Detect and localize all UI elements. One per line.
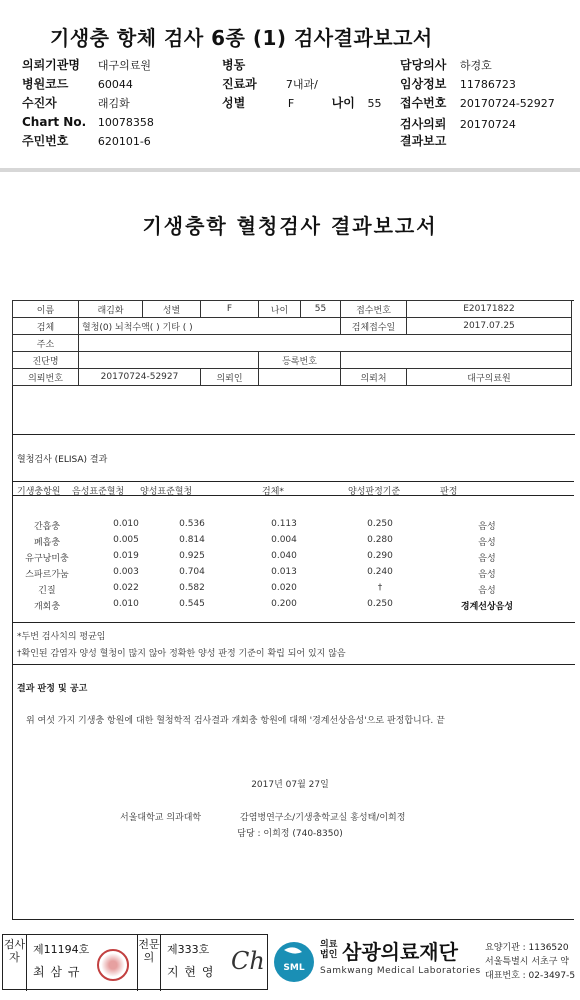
info-recv-date-value: 2017.07.25 — [407, 318, 572, 335]
patient-field — [22, 94, 130, 111]
conclusion-text: 위 여섯 가지 기생충 항원에 대한 혈청학적 검사결과 개회충 항원에 대해 '경계선상음성'으로 판정합니다. 끝 — [26, 716, 445, 726]
pos-standard-cell: 0.814 — [179, 535, 205, 545]
antigen-cell: 유구낭미충 — [25, 554, 69, 564]
cutoff-cell: 0.280 — [367, 535, 393, 545]
chart-value: 10078358 — [97, 116, 154, 129]
section-divider — [0, 168, 580, 172]
conclusion-heading: 결과 판정 및 공고 — [17, 684, 88, 694]
report-lab: 감염병연구소/기생충학교실 홍성태/이희정 — [240, 813, 406, 823]
info-specimen-value: 혈청(0) 뇌척수액( ) 기타 ( ) — [79, 318, 341, 335]
reviewer-license: 제333호 — [167, 943, 210, 956]
signature-box — [2, 934, 268, 990]
cutoff-cell: 0.290 — [367, 551, 393, 561]
doctor-value: 하경호 — [459, 59, 492, 72]
info-address-label: 주소 — [13, 335, 79, 352]
info-age-label: 나이 — [259, 301, 301, 318]
report-contact: 담당 : 이희정 (740-8350) — [237, 829, 343, 839]
receipt-value: 20170724-52927 — [459, 97, 555, 110]
patient-label: 수진자 — [22, 96, 57, 110]
col-antigen: 기생충항원 — [17, 487, 61, 497]
hospital-code-field — [22, 75, 133, 92]
antigen-cell: 폐흡충 — [33, 538, 61, 548]
info-recv-date-label: 검체접수일 — [341, 318, 407, 335]
info-reg-no-label: 등록번호 — [259, 352, 341, 369]
specimen-cell: 0.113 — [271, 519, 297, 529]
reviewer-label: 전문의 — [137, 935, 161, 991]
pos-standard-cell: 0.925 — [179, 551, 205, 561]
table-row — [12, 597, 574, 613]
req-date-label: 검사의뢰 — [400, 117, 447, 131]
brand-info-code: 요양기관 : 1136520 — [485, 943, 569, 953]
ssn-field — [22, 132, 151, 149]
antigen-cell: 스파르가눔 — [25, 570, 69, 580]
notes-section-border — [13, 622, 575, 623]
results-table-header — [12, 481, 574, 496]
col-pos-standard: 양성표준혈청 — [140, 487, 193, 497]
clinical-value: 11786723 — [459, 78, 516, 91]
table-row — [12, 517, 574, 533]
institution-label: 의뢰기관명 — [22, 58, 80, 72]
clinical-label: 임상정보 — [400, 77, 447, 91]
info-requester-label: 의뢰인 — [201, 369, 259, 386]
brand-info-phone: 대표번호 : 02-3497-5 — [485, 971, 576, 981]
report-label: 결과보고 — [400, 134, 447, 148]
req-date-value: 20170724 — [459, 118, 516, 131]
info-requester-value — [259, 369, 341, 386]
note-cutoff: †확인된 감염자 양성 혈청이 많지 않아 정확한 양성 판정 기준이 확립 되어 있지 않음 — [17, 649, 346, 659]
receipt-field — [400, 94, 555, 111]
brand-name: 삼광의료재단 — [342, 940, 458, 964]
receipt-label: 접수번호 — [400, 96, 447, 110]
patient-info-table — [12, 300, 572, 386]
ssn-value: 620101-6 — [97, 135, 151, 148]
col-specimen: 검체* — [262, 487, 284, 497]
pos-standard-cell: 0.704 — [179, 567, 205, 577]
specimen-cell: 0.040 — [271, 551, 297, 561]
hospital-code-label: 병원코드 — [22, 77, 69, 91]
table-row — [12, 565, 574, 581]
ward-label: 병동 — [222, 58, 246, 72]
info-sex-value: F — [201, 301, 259, 318]
examiner-name: 최 삼 규 — [33, 965, 81, 979]
ward-field — [222, 56, 286, 73]
info-name-label: 이름 — [13, 301, 79, 318]
doctor-label: 담당의사 — [400, 58, 447, 72]
seal-stamp-icon — [97, 949, 129, 981]
dept-value: 7내과/ — [285, 78, 318, 91]
specimen-cell: 0.200 — [271, 599, 297, 609]
sex-value: F — [287, 97, 295, 110]
conclusion-section-border — [13, 664, 575, 665]
table-row — [12, 581, 574, 597]
note-average: *두번 검사치의 평균임 — [17, 632, 106, 642]
examiner-license: 제11194호 — [33, 943, 90, 956]
age-label: 나이 — [331, 96, 355, 110]
result-cell: 음성 — [478, 538, 496, 548]
brand-info-address: 서울특별시 서초구 약 — [485, 957, 569, 967]
table-row — [12, 533, 574, 549]
info-req-place-label: 의뢰처 — [341, 369, 407, 386]
elisa-heading: 혈청검사 (ELISA) 결과 — [17, 455, 108, 465]
elisa-section-border — [13, 434, 575, 435]
info-sex-label: 성별 — [143, 301, 201, 318]
info-req-place-value: 대구의료원 — [407, 369, 572, 386]
info-req-no-label: 의뢰번호 — [13, 369, 79, 386]
neg-standard-cell: 0.019 — [113, 551, 139, 561]
pos-standard-cell: 0.582 — [179, 583, 205, 593]
signature-icon: Ch — [231, 947, 265, 975]
brand-english: Samkwang Medical Laboratories — [320, 966, 481, 976]
result-cell: 음성 — [478, 586, 496, 596]
brand-prefix: 의료법인 — [320, 940, 338, 960]
info-diagnosis-value — [79, 352, 259, 369]
info-specimen-label: 검체 — [13, 318, 79, 335]
req-date-field — [400, 115, 516, 132]
report-title: 기생충학 혈청검사 결과보고서 — [142, 214, 438, 238]
institution-field — [22, 56, 151, 73]
examiner-label: 검사자 — [3, 935, 27, 991]
antigen-cell: 긴질 — [38, 586, 56, 596]
sml-logo-icon — [272, 940, 316, 984]
ssn-label: 주민번호 — [22, 134, 69, 148]
result-cell: 경계선상음성 — [460, 602, 514, 612]
age-value: 55 — [367, 97, 382, 110]
info-receipt-value: E20171822 — [407, 301, 572, 318]
specimen-cell: 0.020 — [271, 583, 297, 593]
info-address-value — [79, 335, 572, 352]
info-req-no-value: 20170724-52927 — [79, 369, 201, 386]
neg-standard-cell: 0.010 — [113, 599, 139, 609]
sex-label: 성별 — [222, 96, 246, 110]
neg-standard-cell: 0.022 — [113, 583, 139, 593]
neg-standard-cell: 0.010 — [113, 519, 139, 529]
doctor-field — [400, 56, 492, 73]
specimen-cell: 0.004 — [271, 535, 297, 545]
patient-value: 래김화 — [97, 97, 130, 110]
cutoff-cell: 0.250 — [367, 599, 393, 609]
col-result: 판정 — [440, 487, 458, 497]
info-reg-no-value — [341, 352, 572, 369]
info-name-value: 래김화 — [79, 301, 143, 318]
dept-field — [222, 75, 318, 92]
document-title: 기생충 항체 검사 6종 (1) 검사결과보고서 — [50, 26, 433, 50]
logo-text: SML — [283, 963, 305, 973]
result-cell: 음성 — [478, 570, 496, 580]
hospital-code-value: 60044 — [97, 78, 133, 91]
specimen-cell: 0.013 — [271, 567, 297, 577]
neg-standard-cell: 0.005 — [113, 535, 139, 545]
report-institution: 서울대학교 의과대학 — [120, 813, 202, 823]
info-diagnosis-label: 진단명 — [13, 352, 79, 369]
info-age-value: 55 — [301, 301, 341, 318]
neg-standard-cell: 0.003 — [113, 567, 139, 577]
result-cell: 음성 — [478, 522, 496, 532]
antigen-cell: 개회충 — [33, 602, 61, 612]
info-receipt-label: 접수번호 — [341, 301, 407, 318]
report-field — [400, 132, 460, 149]
result-cell: 음성 — [478, 554, 496, 564]
pos-standard-cell: 0.536 — [179, 519, 205, 529]
pos-standard-cell: 0.545 — [179, 599, 205, 609]
institution-value: 대구의료원 — [97, 59, 151, 72]
cutoff-cell: 0.240 — [367, 567, 393, 577]
sex-field — [222, 94, 381, 111]
cutoff-cell: 0.250 — [367, 519, 393, 529]
col-neg-standard: 음성표준혈청 — [72, 487, 125, 497]
antigen-cell: 간흡충 — [33, 522, 61, 532]
table-row — [12, 549, 574, 565]
chart-label: Chart No. — [22, 115, 87, 129]
reviewer-name: 지 현 영 — [167, 965, 215, 979]
report-date: 2017년 07월 27일 — [251, 780, 329, 790]
cutoff-cell: † — [377, 583, 383, 593]
clinical-field — [400, 75, 516, 92]
col-cutoff: 양성판정기준 — [348, 487, 401, 497]
dept-label: 진료과 — [222, 77, 257, 91]
chart-field — [22, 115, 154, 129]
